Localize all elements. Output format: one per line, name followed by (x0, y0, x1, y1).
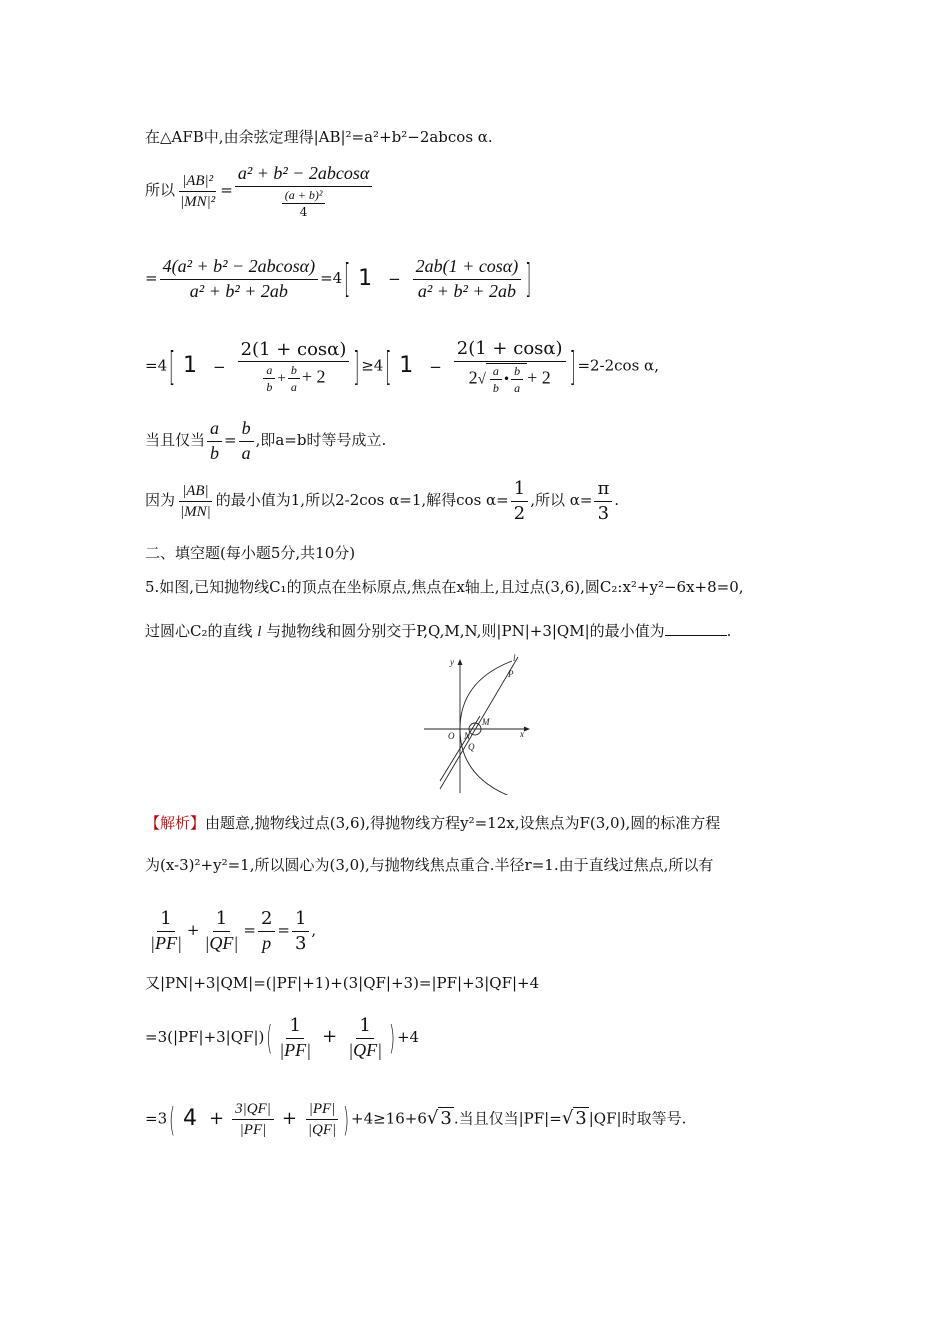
inequality-line: =4 [ 1 − 2(1 + cosα) $\frac{a}{b}$ + $\frac{b}{a}$ + 2 ] ≥4 [ 1 − 2(1 + cosα) 2√ $\frac{a}{b}$ • $\frac{b}{a}$ + 2 ] =2-2cos α, (145, 338, 659, 395)
ratio-ab-mn: $\frac{\text{|AB|²}}{\text{|MN|²}}$ (180, 172, 216, 210)
answer-line-2: 为(x-3)²+y²=1,所以圆心为(3,0),与抛物线焦点重合.半径r=1.由于直线过焦点,所以有 (145, 856, 714, 874)
final-inequality-line: =3 ( 4 + $\frac{3|QF|}{|PF|}$ + $\frac{|PF|}{|QF|}$ ) +4≥16+6√ 3 .当且仅当|PF|=√ 3 |QF|时取等号. (145, 1099, 687, 1140)
svg-text:O: O (448, 731, 455, 741)
ratio-line: 所以 $\frac{\text{|AB|²}}{\text{|MN|²}}$ = $\frac{\text{a² + b² − 2abcosα}}{\frac{\text{(a + b)²}}{4}}$ (145, 163, 374, 219)
svg-text:l: l (513, 653, 516, 663)
cosine-law-line: 在△AFB中,由余弦定理得|AB|²=a²+b²−2abcos α. (145, 128, 493, 146)
ineq-frac-2: 2(1 + cosα) 2√ $\frac{a}{b}$ • $\frac{b}{a}$ + 2 (454, 338, 566, 395)
expansion-line: 又|PN|+3|QM|=(|PF|+1)+(3|QF|+3)=|PF|+3|QF|+4 (145, 974, 540, 992)
svg-text:P: P (508, 669, 514, 679)
parabola-figure (420, 651, 532, 795)
answer-line-1: 【解析】由题意,抛物线过点(3,6),得抛物线方程y²=12x,设焦点为F(3,0),圆的标准方程 (145, 814, 721, 832)
svg-text:x: x (520, 729, 524, 739)
ineq-frac-1: 2(1 + cosα) $\frac{a}{b}$ + $\frac{b}{a}$ + 2 (238, 339, 350, 395)
question-5-line-1: 5.如图,已知抛物线C₁的顶点在坐标原点,焦点在x轴上,且过点(3,6),圆C₂:x²+y²−6x+8=0, (145, 578, 744, 596)
question-5-line-2: 过圆心C₂的直线 l 与抛物线和圆分别交于P,Q,M,N,则|PN|+3|QM|的最小值为 . (145, 622, 732, 640)
svg-text:y: y (450, 657, 454, 667)
expr-frac: $\frac{\text{a² + b² − 2abcosα}}{\frac{\text{(a + b)²}}{4}}$ (235, 163, 373, 219)
answer-blank[interactable] (665, 621, 727, 636)
focal-chord-identity: $\frac{1}{|PF|}$ + $\frac{1}{|QF|}$ = $\frac{2}{p}$ = $\frac{1}{3}$ , (150, 908, 317, 954)
min-value-line: 因为 $\frac{|AB|}{|MN|}$ 的最小值为1,所以2-2cos α=1,解得cos α= $\frac{1}{2}$ ,所以 α= $\frac{\pi}{3}$ . (145, 478, 620, 524)
svg-text:M: M (482, 717, 490, 727)
section-heading: 二、填空题(每小题5分,共10分) (145, 544, 356, 562)
step1-frac-2: $\frac{2ab(1 + \cos\alpha)}{\text{a² + b² + 2ab}}$ (413, 256, 522, 302)
step1-frac: $\frac{\text{4(a² + b² − 2abcosα)}}{\text{a² + b² + 2ab}}$ (160, 256, 319, 302)
line-l (440, 657, 518, 789)
svg-text:N: N (464, 731, 471, 741)
svg-text:Q: Q (468, 742, 475, 752)
equality-condition-line: 当且仅当 $\frac{a}{b}$ = $\frac{b}{a}$ ,即a=b时等号成立. (145, 418, 387, 463)
analysis-tag: 【解析】 (145, 814, 206, 832)
step-line-1: = $\frac{\text{4(a² + b² − 2abcosα)}}{\text{a² + b² + 2ab}}$ =4 [ 1 − $\frac{2ab(1 + \cos\alpha)}{\text{a² + b² + 2ab}}$ ] (145, 255, 532, 303)
product-line: =3(|PF|+3|QF|) ( $\frac{1}{|PF|}$ + $\frac{1}{|QF|}$ ) +4 (145, 1015, 420, 1060)
so-text: 所以 (145, 181, 176, 200)
